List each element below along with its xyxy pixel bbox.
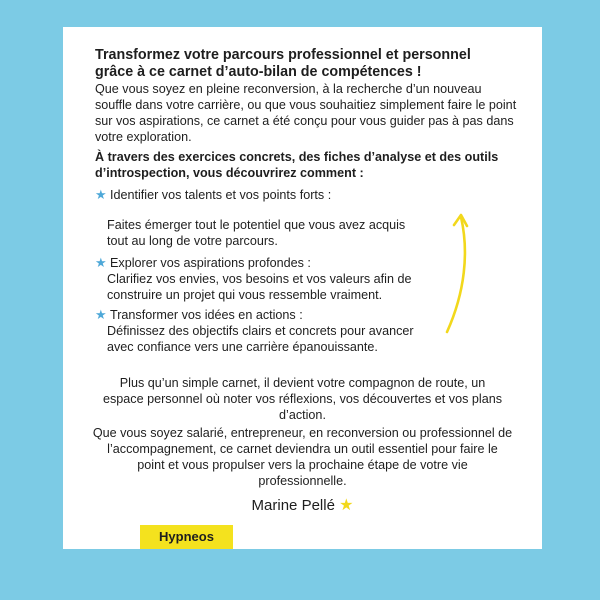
item-description: Définissez des objectifs clairs et concrets pour avancer avec confiance vers une carrière épanouissante.	[107, 324, 414, 354]
brand-label: Hypneos	[140, 525, 233, 549]
intro-title	[95, 47, 520, 81]
item-title: Explorer vos aspirations profondes :	[110, 256, 311, 270]
content-card	[63, 27, 542, 549]
item-description: Faites émerger tout le potentiel que vous avez acquis tout au long de votre parcours.	[107, 218, 406, 248]
author-name: Marine Pellé	[251, 497, 335, 514]
star-icon: ★	[95, 307, 107, 322]
arrow-up-icon	[443, 207, 473, 337]
star-icon: ★	[95, 255, 107, 270]
subheading: À travers des exercices concrets, des fiches d’analyse et des outils d’introspection, vous découvrirez comment :	[95, 150, 499, 180]
closing-paragraph-2	[63, 425, 542, 489]
star-icon: ★	[339, 497, 354, 514]
item-title: Transformer vos idées en actions :	[110, 308, 303, 322]
signature	[63, 495, 542, 515]
item-description: Clarifiez vos envies, vos besoins et vos valeurs afin de construire un projet qui vous ressemble vraiment.	[107, 272, 412, 302]
intro-paragraph: Que vous soyez en pleine reconversion, à la recherche d’un nouveau souffle dans votre carrière, ou que vous souhaitiez simplement faire le point sur vos aspirations, ce carnet a été conçu pour vous guider pas à pas dans votre exploration.	[95, 82, 517, 144]
closing-text-1: Plus qu’un simple carnet, il devient votre compagnon de route, un espace personnel où noter vos réflexions, vos découvertes et vos plans d’action.	[102, 376, 503, 422]
intro-title-line-2: grâce à ce carnet d’auto-bilan de compétences !	[95, 64, 422, 80]
intro-title-line-1: Transformez votre parcours professionnel et personnel	[95, 47, 471, 63]
item-title: Identifier vos talents et vos points forts :	[110, 188, 332, 202]
closing-paragraph-1	[63, 375, 542, 423]
star-icon: ★	[95, 187, 107, 202]
closing-text-2: Que vous soyez salarié, entrepreneur, en reconversion ou professionnel de l’accompagnement, ce carnet deviendra un outil essentiel pour faire le point et vous propulser vers la prochaine étape de votre vie professionnelle.	[92, 426, 513, 488]
